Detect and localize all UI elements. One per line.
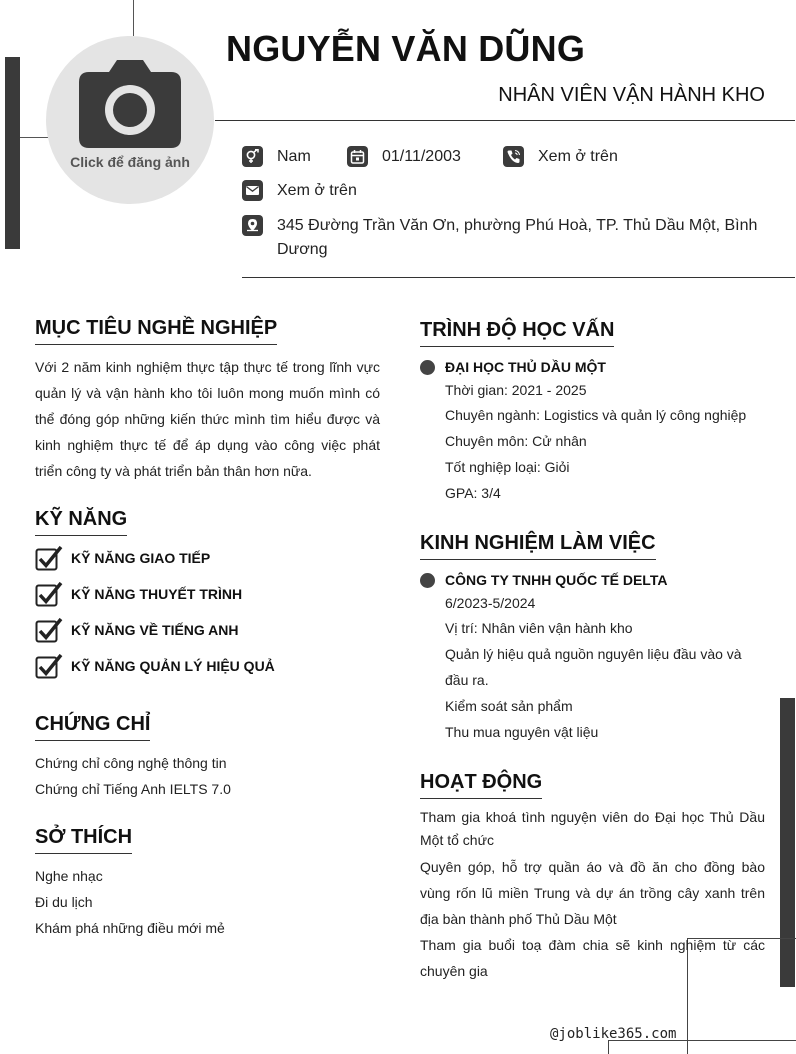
skill-item [35,545,210,571]
education-title: TRÌNH ĐỘ HỌC VẤN [420,319,614,347]
camera-icon [79,60,181,150]
school-name: ĐẠI HỌC THỦ DẦU MỘT [445,359,606,375]
activity-item: Tham gia khoá tình nguyện viên do Đại học Thủ Dầu Một tổ chức [420,809,765,848]
checkbox-checked-icon [35,617,63,643]
activity-item: Quyên góp, hỗ trợ quần áo và đồ ăn cho đồng bào vùng rốn lũ miền Trung và dự án trồng cây xanh trên địa bàn thành phố Thủ Dầu Một [420,859,765,927]
skill-item [35,617,239,643]
checkbox-checked-icon [35,545,63,571]
job-title: NHÂN VIÊN VẬN HÀNH KHO [498,84,765,106]
full-name: NGUYỄN VĂN DŨNG [226,28,586,69]
objective-text: Với 2 năm kinh nghiệm thực tập thực tế trong lĩnh vực quản lý và vận hành kho tôi luôn mong muốn mình có thể đóng góp những kiến thức mình tìm hiểu được và kinh nghiệm thực tế để áp dụng vào công việc phát triển công ty và phát triển bản thân hơn nữa. [35,359,380,479]
avatar-caption: Click để đăng ảnh [70,154,190,170]
objective-title: MỤC TIÊU NGHỀ NGHIỆP [35,317,277,345]
experience-title: KINH NGHIỆM LÀM VIỆC [420,532,656,560]
certificates-title: CHỨNG CHỈ [35,713,150,741]
experience-duty: Thu mua nguyên vật liệu [445,724,599,740]
bullet-dot [420,573,435,588]
skill-item [35,581,242,607]
skill-item [35,653,275,679]
left-accent-bar [5,57,20,249]
skill-label: KỸ NĂNG THUYẾT TRÌNH [71,586,243,602]
watermark: @joblike365.com [550,1026,677,1042]
certificate-item: Chứng chỉ công nghệ thông tin [35,755,227,771]
certificate-item: Chứng chỉ Tiếng Anh IELTS 7.0 [35,781,231,797]
company-name: CÔNG TY TNHH QUỐC TẾ DELTA [445,572,668,588]
address-value: 345 Đường Trần Văn Ơn, phường Phú Hoà, TP. Thủ Dầu Một, Bình Dương [277,217,758,258]
skill-label: KỸ NĂNG QUẢN LÝ HIỆU QUẢ [71,658,275,674]
email-icon [242,180,263,201]
email-value: Xem ở trên [277,182,357,199]
phone-value: Xem ở trên [538,148,618,165]
header-divider [215,120,795,121]
divider [20,137,48,138]
hobby-item: Khám phá những điều mới mẻ [35,920,225,936]
avatar-upload[interactable] [46,36,214,204]
education-line: GPA: 3/4 [445,485,501,501]
hobby-item: Đi du lịch [35,894,93,910]
birthday-value: 01/11/2003 [382,148,461,165]
experience-duty: Kiểm soát sản phẩm [445,698,573,714]
education-line: Thời gian: 2021 - 2025 [445,382,587,398]
gender-icon [242,146,263,167]
phone-icon [503,146,524,167]
skills-title: KỸ NĂNG [35,508,127,536]
education-line: Chuyên môn: Cử nhân [445,433,587,449]
contact-divider [242,277,795,278]
calendar-icon [347,146,368,167]
hobby-item: Nghe nhạc [35,868,103,884]
hobbies-title: SỞ THÍCH [35,826,132,854]
experience-duty: Quản lý hiệu quả nguồn nguyên liệu đầu vào và đầu ra. [445,646,742,688]
education-line: Tốt nghiệp loại: Giỏi [445,459,570,475]
education-line: Chuyên ngành: Logistics và quản lý công nghiệp [445,407,747,423]
divider [133,0,134,36]
skill-label: KỸ NĂNG GIAO TIẾP [71,550,211,566]
bullet-dot [420,360,435,375]
skill-label: KỸ NĂNG VỀ TIẾNG ANH [71,622,239,638]
gender-value: Nam [277,148,311,165]
location-icon [242,215,263,236]
corner-decoration [608,1040,609,1054]
activities-title: HOẠT ĐỘNG [420,771,542,799]
experience-position: Vị trí: Nhân viên vận hành kho [445,620,633,636]
checkbox-checked-icon [35,581,63,607]
right-accent-bar [780,698,795,987]
experience-period: 6/2023-5/2024 [445,595,536,611]
activity-item: Tham gia buổi toạ đàm chia sẽ kinh nghiệm từ các chuyên gia [420,937,765,979]
checkbox-checked-icon [35,653,63,679]
